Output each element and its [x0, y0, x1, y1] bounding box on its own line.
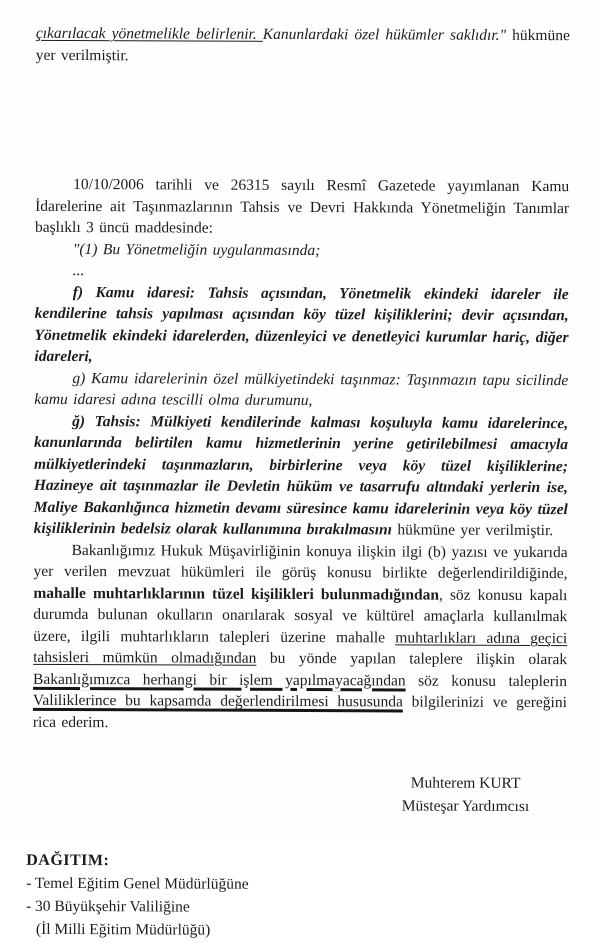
text-run: Valiliklerince bu kapsamda değerlendirilmesi hususunda [32, 691, 403, 711]
text-run: bilgilerinizi ve gereğini rica ederim. [32, 693, 567, 731]
text-run: g) Kamu idarelerinin özel mülkiyetindeki taşınmaz: Taşınmazın tapu sicilinde kamu idaresi adına tescilli olma durumunu, [34, 369, 569, 410]
clause-f-paragraph [34, 281, 568, 369]
text-run: "(1) Bu Yönetmeliğin uygulanmasında; [72, 240, 321, 259]
text-run: muhtarlıkları adına geçici tahsisleri mümkün olmadığından [33, 628, 568, 667]
distribution-item: (İl Milli Eğitim Müdürlüğü) [35, 920, 211, 939]
text-run: hükmüne yer verilmiştir. [391, 521, 554, 540]
distribution-block [26, 850, 566, 943]
text-run: 10/10/2006 tarihli ve 26315 sayılı Resmî Gazetede yayımlanan Kamu İdarelerine ait Taşınmazlarının Tahsis ve Devri Hakkında Yönetmeliğin Tanımlar başlıklı 3 üncü maddesinde: [34, 176, 570, 237]
text-run: Bakanlığımız Hukuk Müşavirliğinin konuya ilişkin ilgi (b) yazısı ve yukarıda yer verilen mevzuat hükümleri ile görüş konusu birlikte değerlendirildiğinde, [33, 541, 568, 583]
clause-g-paragraph [34, 367, 568, 412]
signature-block [350, 772, 580, 818]
quote-opening-line [35, 238, 569, 262]
text-run: Kanunlardaki özel hükümler saklıdır." [262, 25, 507, 44]
text-run: çıkarılacak yönetmelikle belirlenir. [35, 24, 263, 43]
text-run: ... [72, 262, 85, 280]
ellipsis-line [35, 260, 569, 284]
text-run: Bakanlığımızca herhangi bir işlem yapılmayacağından [32, 670, 406, 689]
continuation-paragraph [36, 23, 570, 68]
signer-title: Müsteşar Yardımcısı [401, 796, 530, 815]
assessment-paragraph [33, 539, 568, 735]
clause-gg-paragraph [34, 410, 569, 541]
distribution-item: - 30 Büyükşehir Valiliğine [26, 897, 190, 916]
document-body [33, 23, 570, 735]
text-run: hükmüne yer verilmiştir. [35, 26, 570, 64]
text-run: mahalle muhtarlıklarının tüzel kişilikleri bulunmadığından [33, 584, 440, 604]
distribution-heading: DAĞITIM: [26, 851, 110, 870]
signer-name: Muhterem KURT [410, 774, 521, 792]
text-run: , söz konusu kapalı durumda bulunan okulların onarılarak sosyal ve kültürel amaçlarla kullanılmak üzere, ilgili muhtarlıkların talepleri üzerine mahalle [33, 586, 568, 646]
distribution-item: - Temel Eğitim Genel Müdürlüğüne [26, 874, 249, 893]
regulation-intro-paragraph [35, 174, 569, 241]
text-run: ğ) Tahsis: Mülkiyeti kendilerinde kalması koşuluyla kamu idarelerince, kanunlarında belirtilen kamu hizmetlerinin yerine getirilebilmesi amacıyla mülkiyetlerindeki taşınmazların, birbirlerine veya köy tüzel kişiliklerine; Hazineye ait taşınmazlar ile Devletin hüküm ve tasarrufu altındaki yerlerin ise, Maliye Bakanlığınca hizmetin devamı süresince kamu idarelerinin veya köy tüzel kişiliklerinin bedelsiz olarak kullanımına bırakılmasını [33, 412, 569, 539]
text-run: söz konusu taleplerin [405, 671, 568, 690]
text-run: f) Kamu idaresi: Tahsis açısından, Yönetmelik ekindeki idareler ile kendilerine tahsis yapılması açısından köy tüzel kişiliklerini; devir açısından, Yönetmelik ekindeki idarelerden, düzenleyici ve denetleyici kurumlar hariç, diğer idareleri, [34, 283, 569, 366]
text-run: bu yönde yapılan taleplere ilişkin olarak [256, 649, 568, 669]
